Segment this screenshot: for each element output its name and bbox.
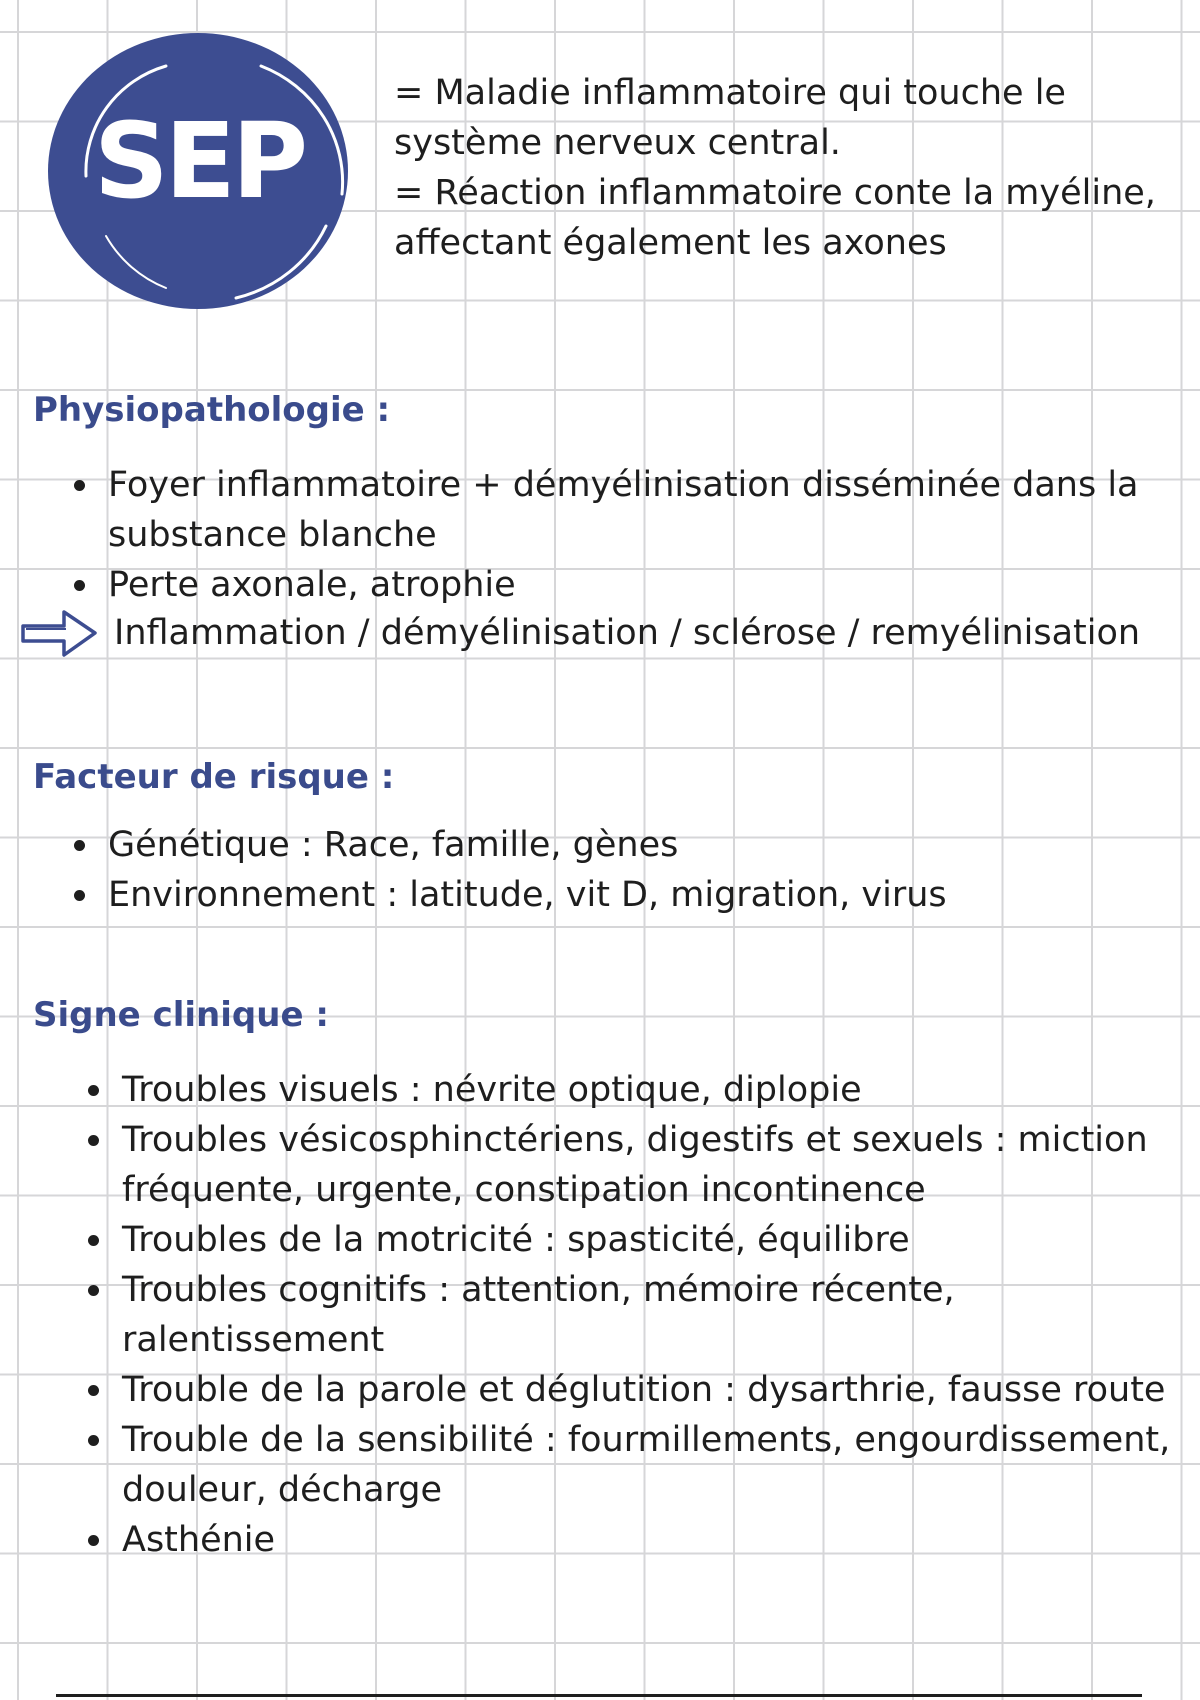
heading-physiopathologie: Physiopathologie :: [33, 390, 391, 430]
bullet-icon: [88, 1085, 99, 1096]
facteur-de-risque-list: [108, 820, 947, 920]
logo-text: SEP: [93, 100, 305, 222]
bullet-icon: [88, 1385, 99, 1396]
definition-line: système nerveux central.: [394, 123, 841, 163]
list-item: Trouble de la parole et déglutition : dysarthrie, fausse route: [122, 1365, 1170, 1415]
right-arrow-icon: [20, 606, 98, 660]
definition-line: = Maladie inflammatoire qui touche le: [394, 73, 1066, 113]
list-item: Environnement : latitude, vit D, migration, virus: [108, 870, 947, 920]
bullet-icon: [74, 580, 85, 591]
bullet-icon: [74, 890, 85, 901]
list-item: Troubles vésicosphinctériens, digestifs et sexuels : miction fréquente, urgente, constipation incontinence: [122, 1115, 1170, 1215]
bullet-icon: [88, 1535, 99, 1546]
definition-line: affectant également les axones: [394, 223, 947, 263]
divider: [56, 1694, 1142, 1697]
definition-block: [394, 68, 1154, 268]
bullet-icon: [88, 1235, 99, 1246]
list-item: Troubles visuels : névrite optique, diplopie: [122, 1065, 1170, 1115]
list-item: Asthénie: [122, 1515, 1170, 1565]
definition-line: = Réaction inflammatoire conte la myéline,: [394, 173, 1156, 213]
bullet-icon: [74, 480, 85, 491]
signe-clinique-list: [122, 1065, 1170, 1565]
summary-line: [20, 608, 1140, 658]
list-item: Troubles de la motricité : spasticité, équilibre: [122, 1215, 1170, 1265]
sep-logo: [46, 26, 352, 310]
heading-signe-clinique: Signe clinique :: [33, 995, 329, 1035]
list-item: Génétique : Race, famille, gènes: [108, 820, 947, 870]
physiopathologie-list: [108, 460, 1139, 610]
list-item: Troubles cognitifs : attention, mémoire récente, ralentissement: [122, 1265, 1170, 1365]
heading-facteur-de-risque: Facteur de risque :: [33, 757, 395, 797]
bullet-icon: [88, 1285, 99, 1296]
list-item: Perte axonale, atrophie: [108, 560, 1139, 610]
list-item: Trouble de la sensibilité : fourmillements, engourdissement, douleur, décharge: [122, 1415, 1170, 1515]
bullet-icon: [88, 1135, 99, 1146]
list-item: Foyer inflammatoire + démyélinisation disséminée dans la substance blanche: [108, 460, 1139, 560]
bullet-icon: [88, 1435, 99, 1446]
bullet-icon: [74, 840, 85, 851]
summary-text: Inflammation / démyélinisation / sclérose / remyélinisation: [114, 613, 1141, 653]
